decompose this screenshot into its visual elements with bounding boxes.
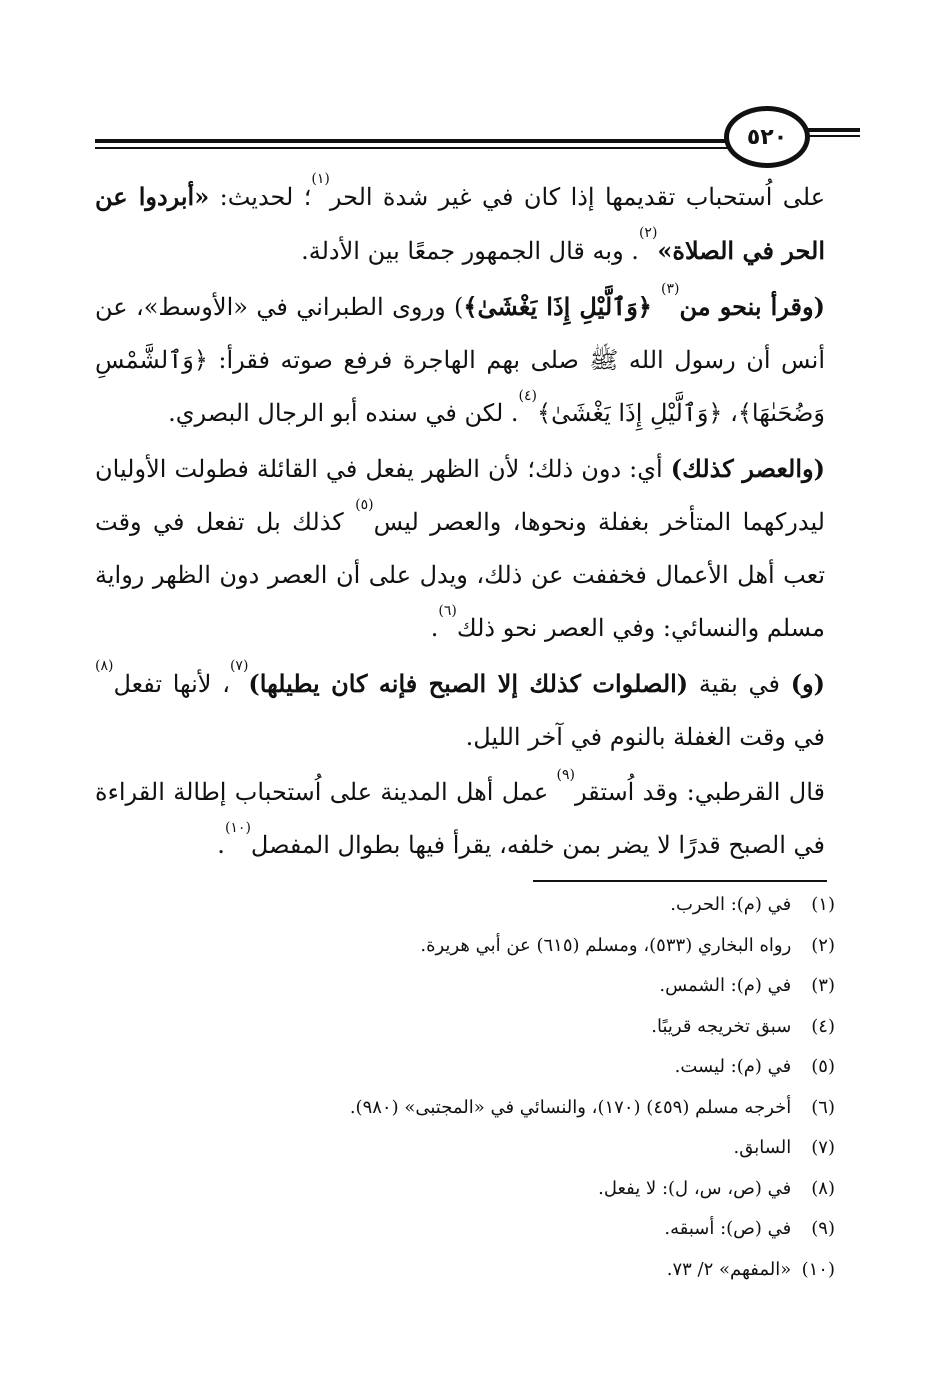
bold-text: (و) bbox=[790, 669, 825, 698]
paragraph bbox=[95, 280, 825, 440]
header-rule-right-thick bbox=[808, 128, 860, 132]
page-number-badge bbox=[724, 106, 810, 168]
footnote-text: السابق. bbox=[733, 1137, 797, 1158]
footnote-number: (٨) bbox=[811, 1177, 835, 1199]
paragraph bbox=[95, 170, 825, 278]
text-run: عمل أهل المدينة على اُستحباب إطالة القراءة في الصبح قدرًا لا يضر بمن خلفه، يقرأ فيها بطوال المفصل bbox=[95, 778, 825, 859]
text-run: . bbox=[430, 614, 439, 642]
footnote-item bbox=[235, 1047, 835, 1088]
header-rule-thin bbox=[95, 147, 740, 149]
footnote-item bbox=[235, 885, 835, 926]
header-rule-thick bbox=[95, 139, 740, 143]
footnote-item bbox=[235, 1169, 835, 1210]
footnote-text: في (ص): أسبقه. bbox=[664, 1218, 797, 1239]
footnote-item bbox=[235, 1209, 835, 1250]
footnote-number: (٤) bbox=[811, 1015, 835, 1037]
footnote-marker: (٨) bbox=[95, 658, 114, 674]
text-run: كذلك بل تفعل في وقت تعب أهل الأعمال فخففت عن ذلك، ويدل على أن العصر دون الظهر رواية مسلم والنسائي: وفي العصر نحو ذلك bbox=[95, 508, 825, 642]
footnote-marker: (٦) bbox=[438, 603, 457, 619]
footnote-marker: (٥) bbox=[355, 497, 374, 513]
footnote-text: سبق تخريجه قريبًا. bbox=[651, 1015, 797, 1037]
footnote-marker: (١) bbox=[311, 171, 330, 187]
bold-text: (وقرأ بنحو من bbox=[679, 292, 825, 321]
text-run: ؛ لحديث: bbox=[209, 183, 312, 211]
footnote-text: في (م): الشمس. bbox=[659, 975, 797, 996]
text-run: أي: دون ذلك؛ لأن الظهر يفعل في القائلة فطولت الأوليان ليدركهما المتأخر بغفلة ونحوها، والعصر ليس bbox=[95, 455, 825, 536]
footnote-text: «المفهم» ٢/ ٧٣. bbox=[666, 1258, 797, 1280]
main-text bbox=[95, 170, 825, 874]
page-number: ٥٢٠ bbox=[746, 124, 788, 150]
footnote-marker: (٢) bbox=[638, 225, 658, 241]
footnote-number: (١٠) bbox=[801, 1258, 835, 1280]
text-run: في وقت الغفلة بالنوم في آخر الليل. bbox=[465, 723, 825, 751]
footnote-number: (٣) bbox=[811, 975, 835, 996]
bold-text: (الصلوات كذلك إلا الصبح فإنه كان يطيلها) bbox=[248, 669, 689, 698]
paragraph bbox=[95, 657, 825, 764]
footnotes bbox=[235, 885, 835, 1290]
footnote-marker: (٣) bbox=[661, 281, 680, 297]
footnote-item bbox=[235, 1088, 835, 1129]
footnote-text: في (ص، س، ل): لا يفعل. bbox=[598, 1177, 797, 1199]
footnote-text: في (م): ليست. bbox=[674, 1056, 797, 1077]
text-run: على اُستحباب تقديمها إذا كان في غير شدة الحر bbox=[329, 183, 826, 211]
footnote-marker: (٩) bbox=[556, 767, 575, 783]
text-run: ) وروى الطبراني في «الأوسط»، عن أنس أن رسول الله ﷺ صلى بهم الهاجرة فرفع صوته فقرأ: ﴿وَٱلشَّمْسِ وَضُحَىٰهَا﴾، ﴿وَٱلَّيْلِ إِذَا يَغْشَىٰ﴾ bbox=[95, 293, 825, 427]
footnote-marker: (٤) bbox=[518, 388, 538, 404]
text-run: . وبه قال الجمهور جمعًا بين الأدلة. bbox=[301, 237, 639, 265]
header-rule-right-thin bbox=[808, 135, 860, 137]
footnote-item bbox=[235, 1007, 835, 1048]
paragraph bbox=[95, 442, 825, 655]
footnote-text: أخرجه مسلم (٤٥٩) (١٧٠)، والنسائي في «المجتبى» (٩٨٠). bbox=[349, 1096, 797, 1118]
text-run: . لكن في سنده أبو الرجال البصري. bbox=[168, 399, 519, 427]
footnote-number: (٢) bbox=[811, 934, 835, 956]
footnote-number: (١) bbox=[811, 894, 835, 915]
footnote-text: في (م): الحرب. bbox=[670, 894, 797, 915]
footnote-item bbox=[235, 1250, 835, 1291]
text-run: قال القرطبي: وقد اُستقر bbox=[574, 778, 825, 806]
bold-text: (والعصر كذلك) bbox=[670, 454, 825, 483]
text-run: في بقية bbox=[688, 670, 791, 698]
footnote-number: (٩) bbox=[811, 1218, 835, 1239]
text-run: . bbox=[217, 831, 225, 859]
footnote-marker: (٧) bbox=[229, 658, 249, 674]
text-run: ، لأنها تفعل bbox=[113, 670, 230, 698]
footnote-text: رواه البخاري (٥٣٣)، ومسلم (٦١٥) عن أبي هريرة. bbox=[420, 934, 797, 956]
footnote-number: (٦) bbox=[811, 1096, 835, 1118]
footnote-number: (٧) bbox=[811, 1137, 835, 1158]
footnote-number: (٥) bbox=[811, 1056, 835, 1077]
footnote-item bbox=[235, 1128, 835, 1169]
bold-text: ﴿وَٱلَّيْلِ إِذَا يَغْشَىٰ﴾ bbox=[463, 292, 661, 321]
footnote-separator bbox=[533, 880, 827, 882]
paragraph bbox=[95, 766, 825, 872]
footnote-item bbox=[235, 966, 835, 1007]
footnote-item bbox=[235, 926, 835, 967]
bold-text: «أبردوا عن الحر في الصلاة» bbox=[95, 182, 825, 265]
footnote-marker: (١٠) bbox=[224, 820, 251, 836]
